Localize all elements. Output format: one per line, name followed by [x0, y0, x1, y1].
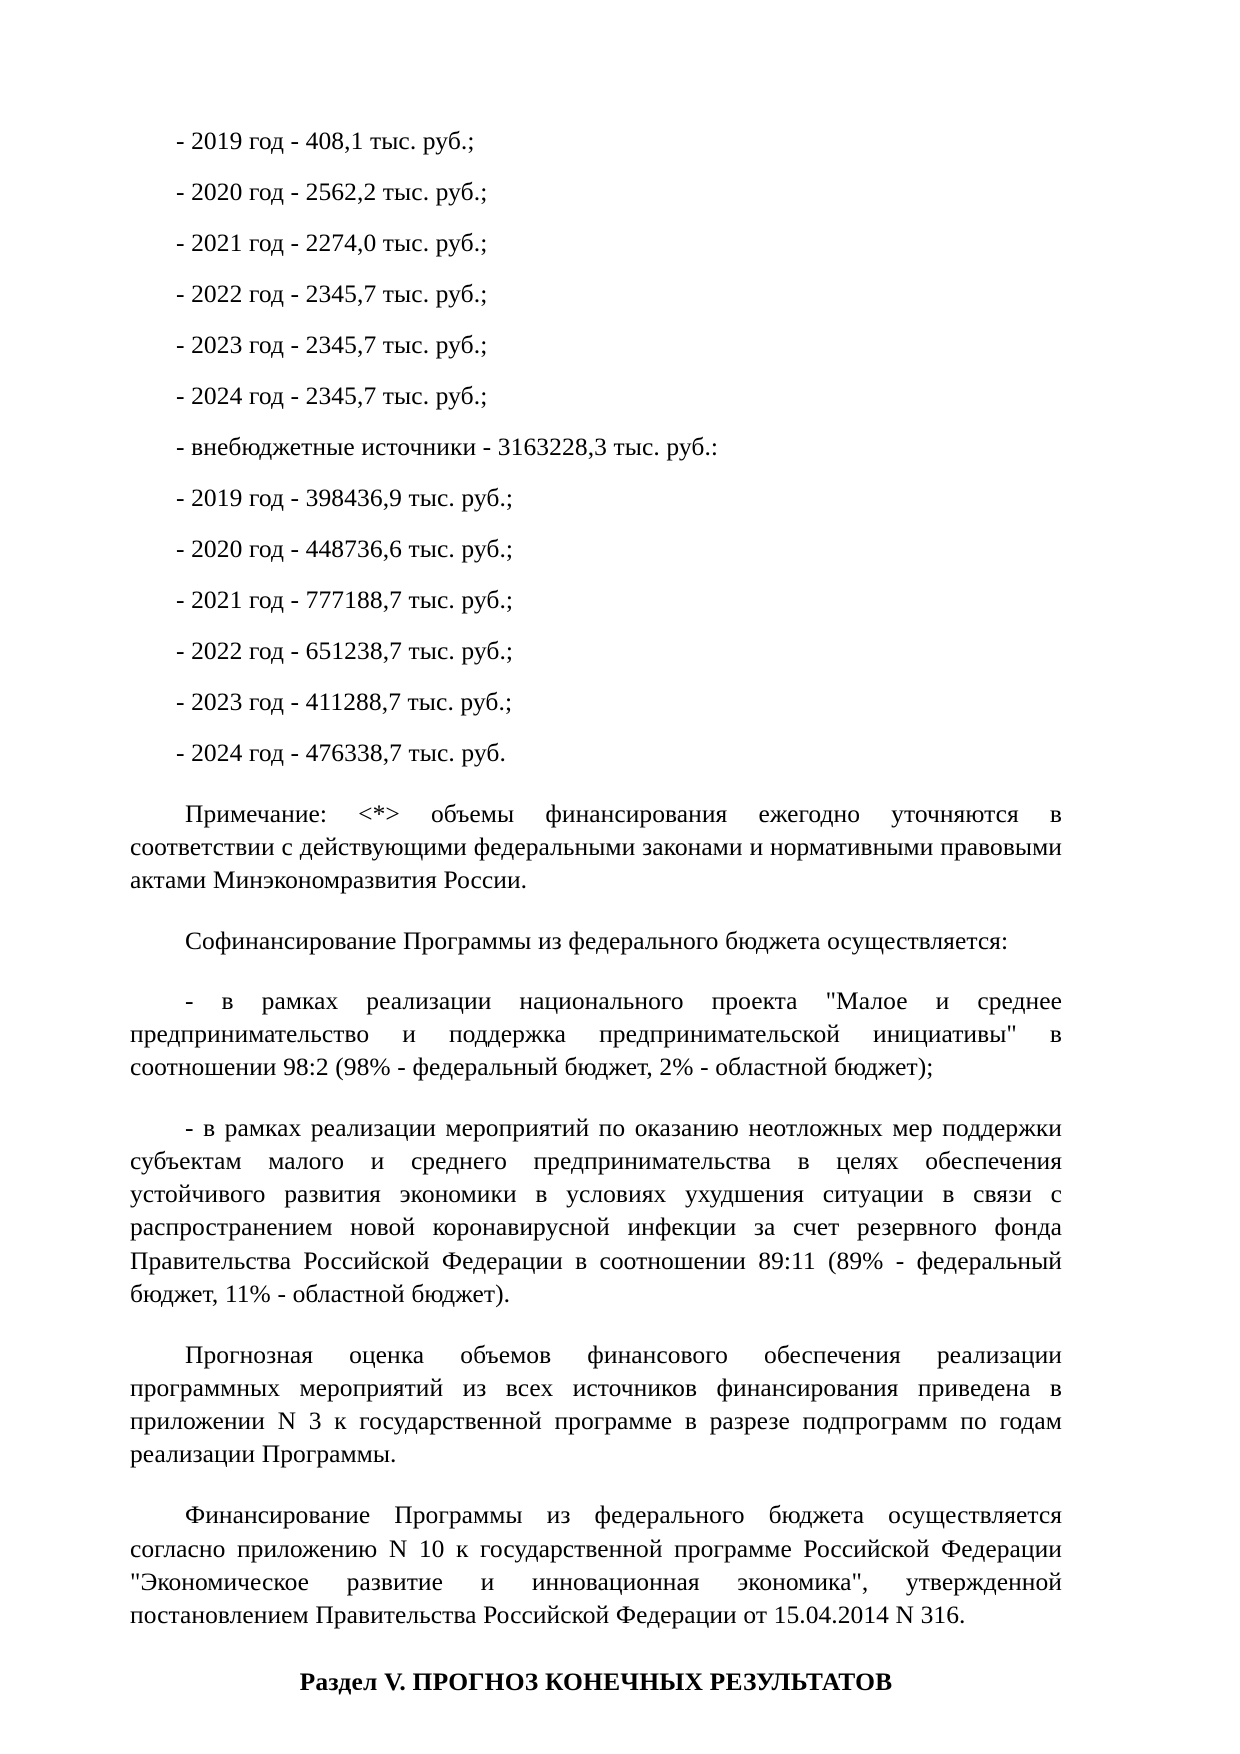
- list-item: - 2022 год - 2345,7 тыс. руб.;: [176, 279, 488, 308]
- cofinancing-intro-paragraph: Софинансирование Программы из федерального бюджета осуществляется:: [185, 926, 1009, 956]
- cofinancing-item-coronavirus-measures: - в рамках реализации мероприятий по оказанию неотложных мер поддержки субъектам малого и среднего предпринимательства в целях обеспечения устойчивого развития экономики в условиях ухудшения ситуации в связи с распространением новой коронавирусной инфекции за счет резервного фонда Правительства Российской Федерации в соотношении 89:11 (89% - федеральный бюджет, 11% - областной бюджет).: [130, 1112, 1062, 1308]
- forecast-estimate-paragraph: Прогнозная оценка объемов финансового обеспечения реализации программных мероприятий из всех источников финансирования приведена в приложении N 3 к государственной программе в разрезе подпрограмм по годам реализации Программы.: [130, 1339, 1062, 1469]
- list-item: - 2023 год - 411288,7 тыс. руб.;: [176, 687, 513, 716]
- funding-list-extrabudgetary: [130, 485, 1062, 766]
- funding-list-regional: [130, 128, 1062, 409]
- list-item: - 2020 год - 448736,6 тыс. руб.;: [176, 534, 514, 563]
- list-item: - 2023 год - 2345,7 тыс. руб.;: [176, 330, 488, 359]
- list-item: - 2019 год - 398436,9 тыс. руб.;: [176, 483, 514, 512]
- note-paragraph: Примечание: <*> объемы финансирования ежегодно уточняются в соответствии с действующими федеральными законами и нормативными правовыми актами Минэкономразвития России.: [130, 799, 1062, 895]
- list-item: - 2021 год - 2274,0 тыс. руб.;: [176, 228, 488, 257]
- extrabudgetary-sources-header: - внебюджетные источники - 3163228,3 тыс. руб.:: [176, 432, 719, 461]
- list-item: - 2022 год - 651238,7 тыс. руб.;: [176, 636, 514, 665]
- list-item: - 2024 год - 476338,7 тыс. руб.: [176, 738, 506, 767]
- list-item: - 2020 год - 2562,2 тыс. руб.;: [176, 177, 488, 206]
- list-item: - 2019 год - 408,1 тыс. руб.;: [176, 126, 475, 155]
- cofinancing-item-national-project: - в рамках реализации национального проекта "Малое и среднее предпринимательство и поддержка предпринимательской инициативы" в соотношении 98:2 (98% - федеральный бюджет, 2% - областной бюджет);: [130, 985, 1062, 1081]
- list-item: - 2024 год - 2345,7 тыс. руб.;: [176, 381, 488, 410]
- section-heading: Раздел V. ПРОГНОЗ КОНЕЧНЫХ РЕЗУЛЬТАТОВ: [299, 1666, 893, 1696]
- document-content: [130, 128, 1062, 1697]
- list-item: - 2021 год - 777188,7 тыс. руб.;: [176, 585, 514, 614]
- federal-funding-paragraph: Финансирование Программы из федерального бюджета осуществляется согласно приложению N 10 к государственной программе Российской Федерации "Экономическое развитие и инновационная экономика", утвержденной постановлением Правительства Российской Федерации от 15.04.2014 N 316.: [130, 1500, 1062, 1629]
